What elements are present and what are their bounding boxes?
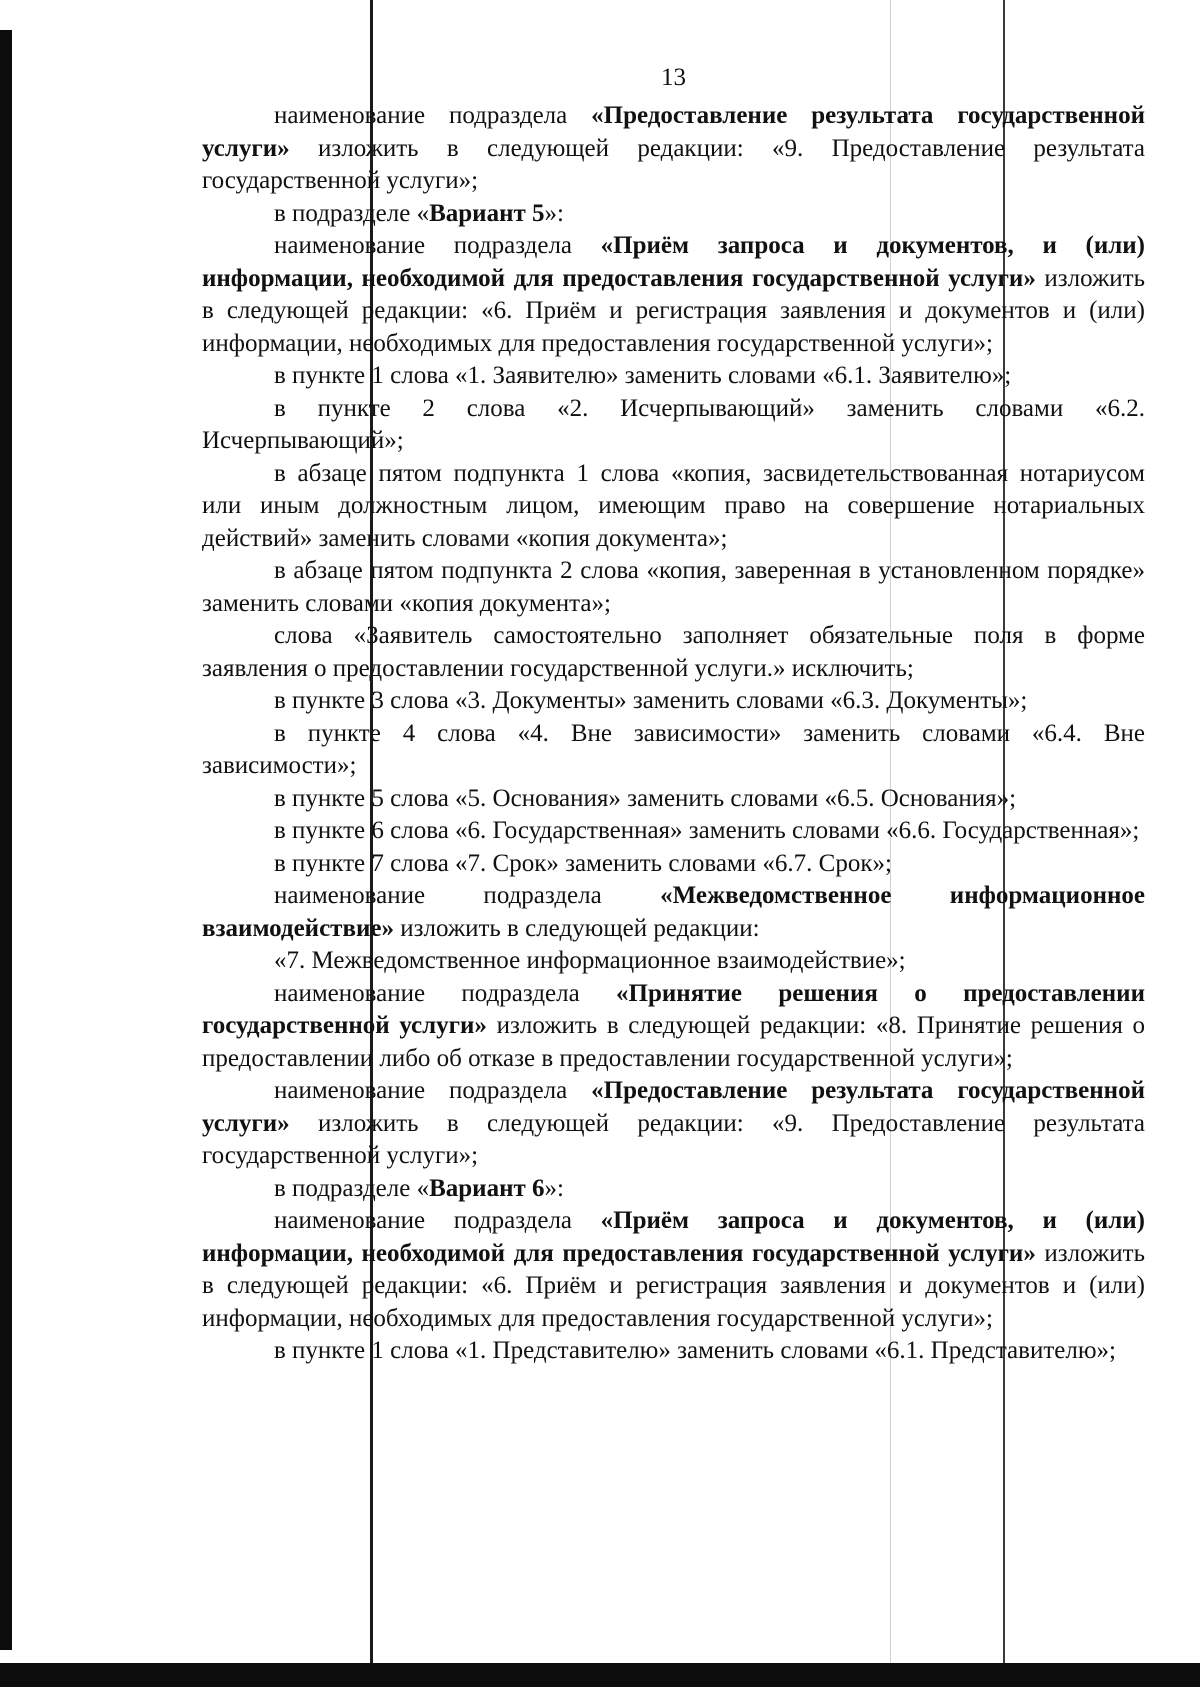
text-run: в подразделе « — [274, 1174, 430, 1202]
text-run: слова «Заявитель самостоятельно заполняет обязательные поля в форме заявления о предоставлении государственной услуги.» исключить; — [202, 622, 1145, 682]
paragraph — [202, 978, 1145, 1076]
bold-text-run: «Предоставление результата государственной услуги» — [202, 102, 1145, 162]
text-run: наименование подраздела — [274, 1077, 592, 1104]
bold-text-run: Вариант 6 — [429, 1174, 545, 1202]
text-run: изложить в следующей редакции: — [393, 914, 760, 942]
paragraph — [202, 198, 1145, 231]
paragraph — [202, 880, 1145, 945]
paragraph — [202, 230, 1145, 360]
paragraph — [202, 1205, 1145, 1335]
paragraph — [202, 360, 1145, 393]
document-body — [202, 100, 1145, 1368]
paragraph — [202, 100, 1145, 198]
text-run: наименование подраздела — [274, 102, 592, 129]
text-run: изложить в следующей редакции: «8. Принятие решения о предоставлении либо об отказе в предоставлении государственной услуги»; — [202, 1012, 1145, 1072]
text-run: в пункте 3 слова «3. Документы» заменить словами «6.3. Документы»; — [274, 687, 1028, 714]
text-run: изложить в следующей редакции: «6. Приём и регистрация заявления и документов и (или) информации, необходимых для предоставления государственной услуги»; — [202, 1239, 1145, 1332]
text-run: «7. Межведомственное информационное взаимодействие»; — [274, 947, 906, 974]
text-run: в пункте 4 слова «4. Вне зависимости» заменить словами «6.4. Вне зависимости»; — [202, 719, 1145, 779]
text-run: изложить в следующей редакции: «6. Приём и регистрация заявления и документов и (или) информации, необходимых для предоставления государственной услуги»; — [202, 264, 1145, 357]
bold-text-run: «Приём запроса и документов, и (или) информации, необходимой для предоставления государственной услуги» — [202, 232, 1145, 292]
paragraph — [202, 945, 1145, 978]
paragraph — [202, 718, 1145, 783]
paragraph — [202, 815, 1145, 848]
scan-edge-bottom — [0, 1663, 1200, 1687]
text-run: наименование подраздела — [274, 882, 661, 909]
bold-text-run: «Принятие решения о предоставлении государственной услуги» — [202, 979, 1145, 1039]
text-run: изложить в следующей редакции: «9. Предоставление результата государственной услуги»; — [202, 134, 1145, 194]
bold-text-run: «Межведомственное информационное взаимодействие» — [202, 882, 1145, 942]
text-run: наименование подраздела — [274, 232, 601, 259]
bold-text-run: Вариант 5 — [429, 199, 545, 227]
paragraph — [202, 1335, 1145, 1368]
text-run: наименование подраздела — [274, 979, 617, 1007]
text-run: в пункте 1 слова «1. Представителю» заменить словами «6.1. Представителю»; — [274, 1337, 1116, 1364]
paragraph — [202, 1075, 1145, 1173]
paragraph — [202, 393, 1145, 458]
text-run: в пункте 2 слова «2. Исчерпывающий» заменить словами «6.2. Исчерпывающий»; — [202, 394, 1145, 454]
document-page — [202, 60, 1145, 1368]
text-run: в подразделе « — [274, 199, 430, 227]
text-run: в пункте 5 слова «5. Основания» заменить словами «6.5. Основания»; — [274, 784, 1017, 812]
text-run: в пункте 7 слова «7. Срок» заменить словами «6.7. Срок»; — [274, 849, 892, 877]
scan-edge-left — [0, 30, 12, 1650]
paragraph — [202, 848, 1145, 881]
bold-text-run: «Приём запроса и документов, и (или) информации, необходимой для предоставления государственной услуги» — [202, 1207, 1145, 1267]
text-run: »: — [544, 199, 564, 227]
paragraph — [202, 783, 1145, 816]
text-run: »: — [544, 1174, 564, 1202]
paragraph — [202, 555, 1145, 620]
text-run: в пункте 1 слова «1. Заявителю» заменить словами «6.1. Заявителю»; — [274, 362, 1012, 389]
paragraph — [202, 685, 1145, 718]
paragraph — [202, 1173, 1145, 1206]
paragraph — [202, 458, 1145, 556]
text-run: в абзаце пятом подпункта 2 слова «копия, заверенная в установленном порядке» заменить словами «копия документа»; — [202, 557, 1145, 617]
text-run: изложить в следующей редакции: «9. Предоставление результата государственной услуги»; — [202, 1109, 1145, 1169]
paragraph — [202, 620, 1145, 685]
page-number: 13 — [661, 64, 686, 91]
text-run: в пункте 6 слова «6. Государственная» заменить словами «6.6. Государственная»; — [274, 817, 1140, 844]
text-run: в абзаце пятом подпункта 1 слова «копия, засвидетельствованная нотариусом или иным должностным лицом, имеющим право на совершение нотариальных действий» заменить словами «копия документа»; — [202, 459, 1145, 552]
text-run: наименование подраздела — [274, 1207, 601, 1234]
bold-text-run: «Предоставление результата государственной услуги» — [202, 1077, 1145, 1137]
